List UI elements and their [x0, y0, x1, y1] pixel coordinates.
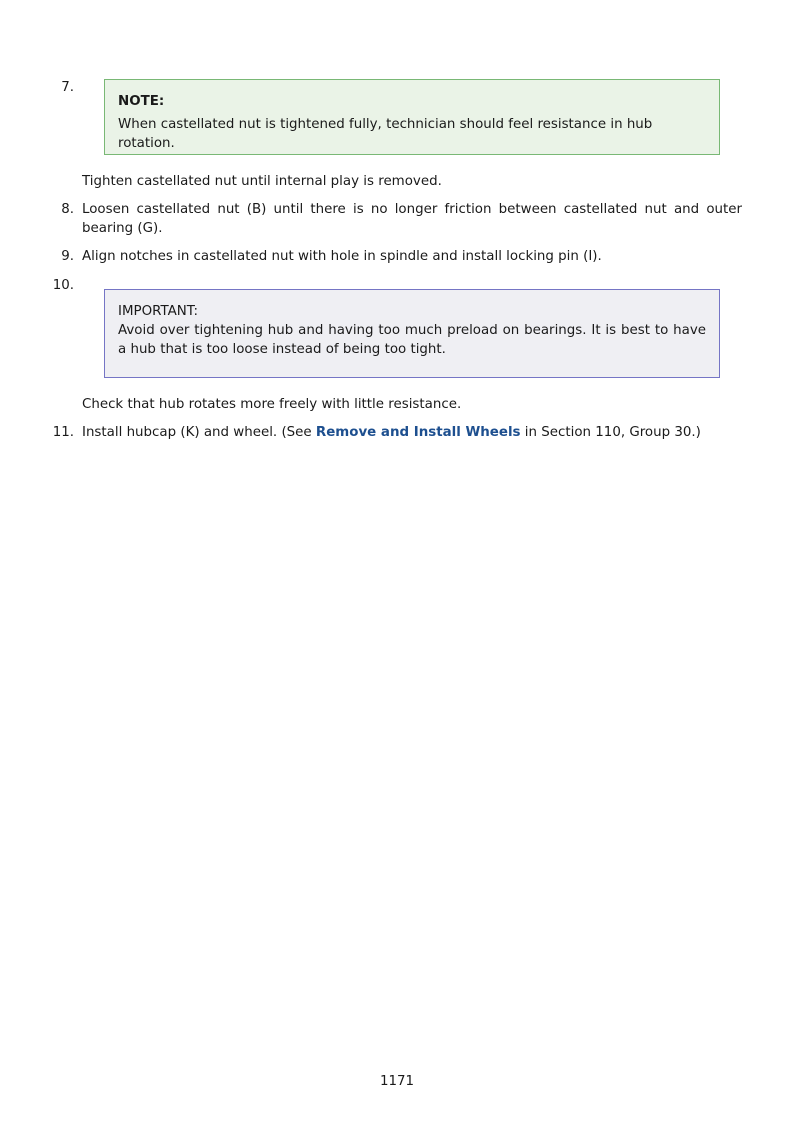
step-8-number: 8.: [61, 202, 74, 217]
important-text: Avoid over tightening hub and having too much preload on bearings. It is best to have a hub that is too loose instead of being too tight.: [118, 323, 706, 357]
step-11-text: [82, 423, 762, 442]
step-11-number: 11.: [52, 425, 74, 440]
step-9-text: Align notches in castellated nut with hole in spindle and install locking pin (I).: [82, 249, 602, 264]
important-label: IMPORTANT:: [118, 304, 198, 319]
step-8-text: Loosen castellated nut (B) until there is no longer friction between castellated nut and outer bearing (G).: [82, 202, 742, 236]
note-text: When castellated nut is tightened fully, technician should feel resistance in hub rotation.: [118, 117, 653, 151]
note-box: [104, 79, 720, 155]
remove-install-wheels-link[interactable]: Remove and Install Wheels: [315, 425, 521, 440]
step-7-number: 7.: [61, 80, 74, 95]
step-11-text-before: Install hubcap (K) and wheel. (See: [82, 425, 316, 440]
step-10-text: Check that hub rotates more freely with little resistance.: [82, 397, 462, 412]
page-number: 1171: [379, 1074, 415, 1089]
step-7-text: Tighten castellated nut until internal play is removed.: [82, 174, 442, 189]
step-11-text-after: in Section 110, Group 30.): [520, 425, 701, 440]
important-box: [104, 289, 720, 378]
step-10-number: 10.: [52, 278, 74, 293]
note-label: NOTE:: [118, 94, 165, 109]
step-9-number: 9.: [61, 249, 74, 264]
